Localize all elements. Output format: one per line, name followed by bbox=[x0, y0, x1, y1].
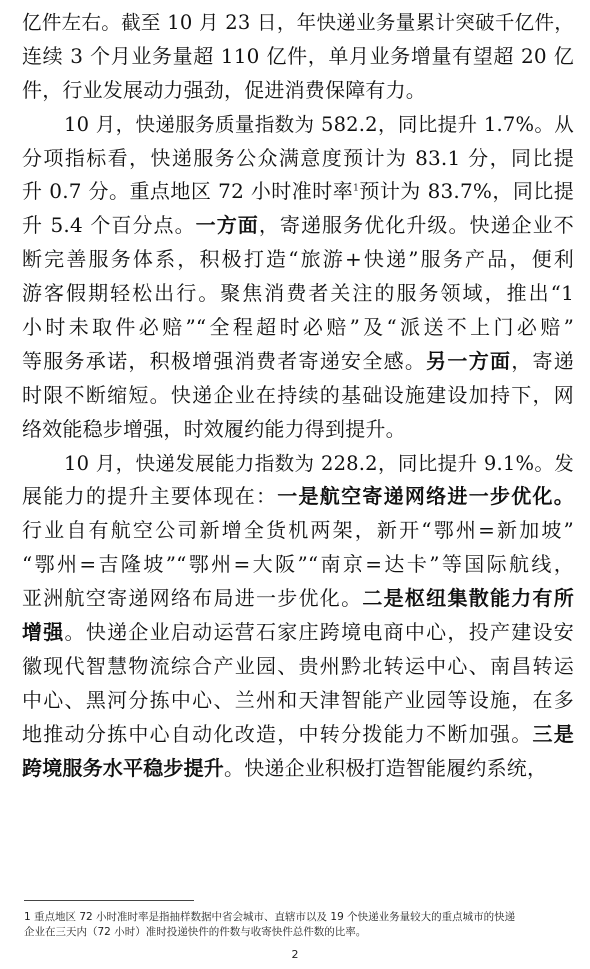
bold-text: 增强 bbox=[22, 620, 65, 645]
text-segment: ，寄递服务优化升级。快递企业不 bbox=[258, 213, 574, 238]
text-segment: “鄂州=吉隆坡”“鄂州=大阪”“南京=达卡”等国际航线， bbox=[22, 552, 574, 577]
bold-text: 一方面 bbox=[195, 213, 259, 238]
page-number: 2 bbox=[291, 948, 299, 961]
text-segment: 10 月，快递服务质量指数为 582.2，同比提升 1.7%。从 bbox=[64, 112, 574, 136]
text-line bbox=[22, 718, 574, 752]
text-line bbox=[22, 447, 574, 481]
text-line bbox=[22, 40, 574, 74]
text-line bbox=[22, 752, 574, 786]
paragraph bbox=[22, 447, 574, 786]
text-segment: 行业自有航空公司新增全货机两架，新开“鄂州=新加坡” bbox=[22, 518, 574, 543]
text-segment: 升 5.4 个百分点。 bbox=[22, 213, 196, 238]
text-line bbox=[22, 74, 574, 108]
text-line bbox=[22, 413, 574, 447]
bold-text: 三是 bbox=[532, 721, 574, 746]
bold-text: 二是枢纽集散能力有所 bbox=[362, 586, 575, 611]
text-line bbox=[22, 108, 574, 142]
footnote-line: 1 重点地区 72 小时准时率是指抽样数据中省会城市、直辖市以及 19 个快递业务量较大的重点城市的快递 bbox=[24, 911, 516, 923]
text-segment: 展能力的提升主要体现在： bbox=[22, 484, 278, 509]
text-line bbox=[22, 514, 574, 548]
text-segment: ，寄递 bbox=[511, 348, 574, 373]
text-line bbox=[22, 616, 574, 650]
text-segment: 亚洲航空寄递网络布局进一步优化。 bbox=[22, 586, 363, 611]
text-segment: 升 0.7 分。重点地区 72 小时准时率 bbox=[22, 179, 354, 204]
text-segment: 断完善服务体系，积极打造“旅游+快递”服务产品，便利 bbox=[22, 247, 574, 272]
text-segment: 络效能稳步增强，时效履约能力得到提升。 bbox=[22, 416, 406, 441]
text-segment: 分项指标看，快递服务公众满意度预计为 83.1 分，同比提 bbox=[22, 145, 574, 170]
body-text bbox=[22, 6, 574, 785]
paragraph bbox=[22, 6, 574, 108]
text-line bbox=[22, 311, 574, 345]
text-segment: 件，行业发展动力强劲，促进消费保障有力。 bbox=[22, 77, 426, 102]
text-line bbox=[22, 379, 574, 413]
footnote-line: 企业在三天内（72 小时）准时投递快件的件数与收寄快件总件数的比率。 bbox=[24, 926, 367, 938]
text-line bbox=[22, 582, 574, 616]
text-segment: 时限不断缩短。快递企业在持续的基础设施建设加持下，网 bbox=[22, 382, 574, 407]
bold-text: 跨境服务水平稳步提升 bbox=[22, 755, 224, 780]
text-segment: 等服务承诺，积极增强消费者寄递安全感。 bbox=[22, 348, 427, 373]
footnote-marker: 1 bbox=[353, 183, 360, 194]
paragraph bbox=[22, 108, 574, 447]
footnote-separator bbox=[24, 900, 194, 901]
bold-text: 一是航空寄递网络进一步优化。 bbox=[277, 484, 574, 509]
text-segment: 中心、黑河分拣中心、兰州和天津智能产业园等设施，在多 bbox=[22, 687, 574, 712]
text-line bbox=[22, 480, 574, 514]
text-line bbox=[22, 684, 574, 718]
text-line bbox=[22, 277, 574, 311]
text-segment: 小时未取件必赔”“全程超时必赔”及“派送不上门必赔” bbox=[22, 315, 574, 340]
text-segment: 10 月，快递发展能力指数为 228.2，同比提升 9.1%。发 bbox=[64, 451, 574, 475]
text-segment: 预计为 83.7%，同比提 bbox=[359, 179, 574, 204]
text-segment: 。快递企业积极打造智能履约系统， bbox=[224, 755, 548, 780]
text-segment: 连续 3 个月业务量超 110 亿件，单月业务增量有望超 20 亿 bbox=[22, 43, 574, 68]
text-segment: 。快递企业启动运营石家庄跨境电商中心，投产建设安 bbox=[64, 620, 574, 645]
text-line bbox=[22, 6, 574, 40]
text-line bbox=[22, 142, 574, 176]
text-line bbox=[22, 243, 574, 277]
text-line bbox=[22, 209, 574, 243]
text-line bbox=[22, 650, 574, 684]
text-line bbox=[22, 548, 574, 582]
text-segment: 徽现代智慧物流综合产业园、贵州黔北转运中心、南昌转运 bbox=[22, 653, 574, 678]
text-segment: 游客假期轻松出行。聚焦消费者关注的服务领域，推出“1 bbox=[22, 281, 574, 306]
text-line bbox=[22, 345, 574, 379]
footnote bbox=[24, 910, 572, 940]
text-segment: 亿件左右。截至 10 月 23 日，年快递业务量累计突破千亿件， bbox=[22, 11, 574, 34]
bold-text: 另一方面 bbox=[426, 348, 512, 373]
text-segment: 地推动分拣中心自动化改造，中转分拨能力不断加强。 bbox=[22, 721, 533, 746]
text-line bbox=[22, 175, 574, 209]
